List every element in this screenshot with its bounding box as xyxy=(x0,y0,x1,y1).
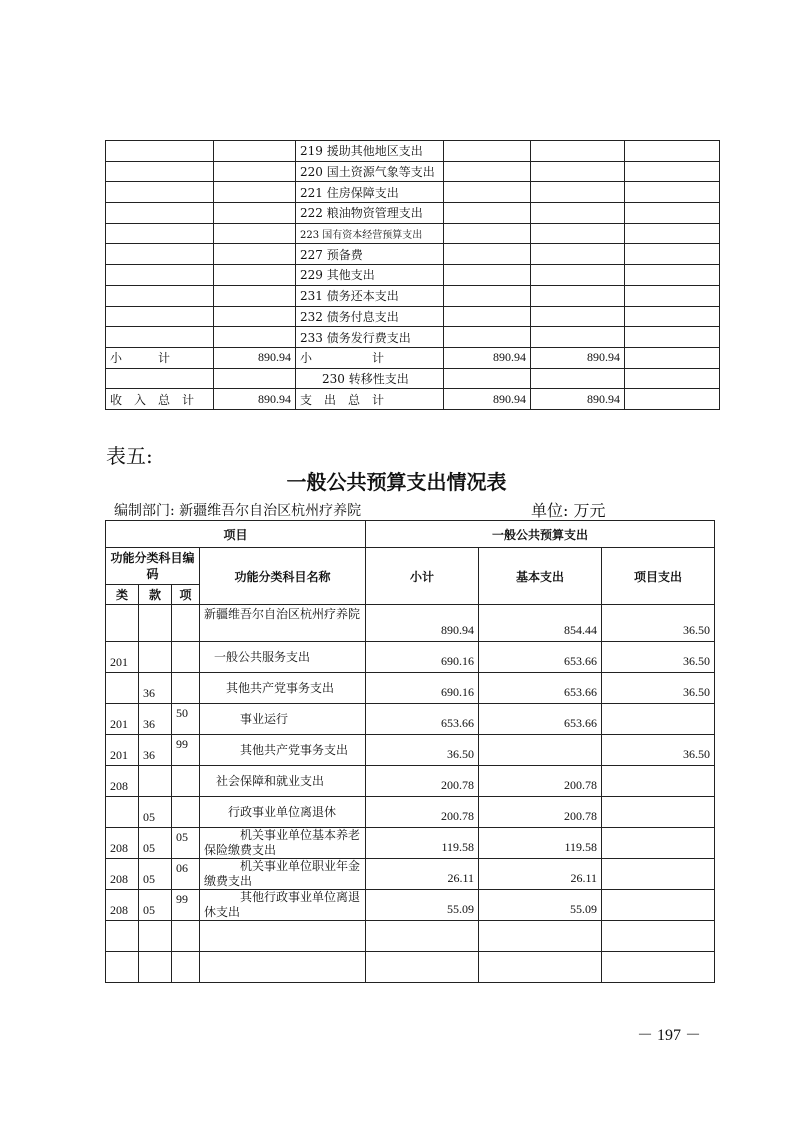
empty-cell xyxy=(602,921,715,952)
unit-label: 单位: 万元 xyxy=(531,501,606,520)
empty-cell xyxy=(214,306,296,327)
item-value xyxy=(602,704,715,735)
subtotal-value: 26.11 xyxy=(366,859,479,890)
empty-cell xyxy=(106,921,139,952)
expense-item-cell xyxy=(296,141,444,162)
empty-cell xyxy=(214,161,296,182)
code-kuan: 05 xyxy=(139,890,172,921)
empty-cell xyxy=(444,223,531,244)
code-kuan: 05 xyxy=(139,859,172,890)
empty-cell xyxy=(106,952,139,983)
subtotal-right-label: 小 计 xyxy=(296,347,444,368)
code-xiang: 06 xyxy=(172,859,200,890)
empty-cell xyxy=(625,161,720,182)
code-lei: 201 xyxy=(106,735,139,766)
expense-item-cell xyxy=(296,327,444,348)
expense-code: 222 xyxy=(300,206,323,221)
code-lei: 201 xyxy=(106,642,139,673)
transfer-code: 230 xyxy=(322,371,345,386)
code-kuan: 36 xyxy=(139,673,172,704)
subtotal-value: 200.78 xyxy=(366,766,479,797)
code-xiang: 50 xyxy=(172,704,200,735)
table-row xyxy=(106,859,715,890)
header-basic: 基本支出 xyxy=(479,548,602,605)
empty-cell xyxy=(625,182,720,203)
item-name: 机关事业单位职业年金缴费支出 xyxy=(200,859,366,890)
empty-cell xyxy=(625,306,720,327)
empty-cell xyxy=(172,921,200,952)
empty-cell xyxy=(625,141,720,162)
empty-cell xyxy=(106,306,214,327)
code-kuan: 36 xyxy=(139,704,172,735)
item-name: 行政事业单位离退休 xyxy=(200,797,366,828)
total-left-label: 收 入 总 计 xyxy=(106,389,214,410)
table-row xyxy=(106,306,720,327)
empty-cell xyxy=(625,368,720,389)
table-row xyxy=(106,673,715,704)
item-name: 其他行政事业单位离退休支出 xyxy=(200,890,366,921)
empty-cell xyxy=(106,161,214,182)
expense-code: 221 xyxy=(300,185,323,200)
page-title: 一般公共预算支出情况表 xyxy=(286,470,507,494)
item-name: 事业运行 xyxy=(200,704,366,735)
table-row xyxy=(106,766,715,797)
expense-code: 229 xyxy=(300,268,323,283)
expense-code: 220 xyxy=(300,165,323,180)
transfer-name: 转移性支出 xyxy=(348,371,409,386)
expense-item-cell xyxy=(296,285,444,306)
empty-cell xyxy=(625,265,720,286)
code-xiang xyxy=(172,673,200,704)
basic-value: 26.11 xyxy=(479,859,602,890)
empty-cell xyxy=(531,285,625,306)
empty-cell xyxy=(531,161,625,182)
empty-cell xyxy=(214,141,296,162)
header-xiang: 项 xyxy=(172,585,200,605)
empty-cell xyxy=(214,244,296,265)
subtotal-col6: 890.94 xyxy=(531,347,625,368)
table-row xyxy=(106,828,715,859)
table-row xyxy=(106,704,715,735)
total-col6: 890.94 xyxy=(531,389,625,410)
table-row xyxy=(106,605,715,642)
item-value xyxy=(602,828,715,859)
expense-item-cell xyxy=(296,161,444,182)
code-kuan: 05 xyxy=(139,797,172,828)
transfer-item-cell xyxy=(296,368,444,389)
transfer-row xyxy=(106,368,720,389)
empty-cell xyxy=(139,952,172,983)
code-lei: 201 xyxy=(106,704,139,735)
code-kuan xyxy=(139,766,172,797)
subtotal-value: 119.58 xyxy=(366,828,479,859)
empty-cell xyxy=(444,182,531,203)
code-xiang xyxy=(172,797,200,828)
empty-cell xyxy=(444,368,531,389)
item-value xyxy=(602,766,715,797)
empty-cell xyxy=(479,952,602,983)
header-kuan: 款 xyxy=(139,585,172,605)
empty-cell xyxy=(444,203,531,224)
expense-item-cell xyxy=(296,265,444,286)
empty-cell xyxy=(172,952,200,983)
empty-cell xyxy=(531,244,625,265)
empty-cell xyxy=(479,921,602,952)
header-budget: 一般公共预算支出 xyxy=(366,521,715,548)
subtotal-left-label: 小 计 xyxy=(106,347,214,368)
empty-cell xyxy=(625,203,720,224)
expense-code: 223 xyxy=(300,230,320,242)
basic-value: 653.66 xyxy=(479,704,602,735)
table-row xyxy=(106,265,720,286)
empty-cell xyxy=(531,203,625,224)
item-value xyxy=(602,859,715,890)
empty-cell xyxy=(200,952,366,983)
subtotal-left-value: 890.94 xyxy=(214,347,296,368)
empty-cell xyxy=(531,327,625,348)
header-project: 项目 xyxy=(106,521,366,548)
expense-name: 预备费 xyxy=(326,247,363,262)
empty-cell xyxy=(139,921,172,952)
basic-value: 653.66 xyxy=(479,642,602,673)
expense-name: 粮油物资管理支出 xyxy=(326,206,423,221)
item-name: 其他共产党事务支出 xyxy=(200,673,366,704)
subtotal-value: 55.09 xyxy=(366,890,479,921)
expense-name: 其他支出 xyxy=(326,268,375,283)
total-row xyxy=(106,389,720,410)
empty-cell xyxy=(444,161,531,182)
empty-cell xyxy=(214,265,296,286)
basic-value: 854.44 xyxy=(479,605,602,642)
header-item: 项目支出 xyxy=(602,548,715,605)
total-right-label: 支 出 总 计 xyxy=(296,389,444,410)
header-subtotal: 小计 xyxy=(366,548,479,605)
code-lei: 208 xyxy=(106,859,139,890)
empty-cell xyxy=(531,223,625,244)
expense-item-cell xyxy=(296,306,444,327)
item-name: 机关事业单位基本养老保险缴费支出 xyxy=(200,828,366,859)
total-col5: 890.94 xyxy=(444,389,531,410)
empty-cell xyxy=(444,265,531,286)
table-row xyxy=(106,285,720,306)
expense-item-cell xyxy=(296,244,444,265)
item-name: 社会保障和就业支出 xyxy=(200,766,366,797)
subtotal-value: 200.78 xyxy=(366,797,479,828)
table-row xyxy=(106,735,715,766)
empty-cell xyxy=(106,265,214,286)
empty-cell xyxy=(531,265,625,286)
expense-name: 债务付息支出 xyxy=(326,309,399,324)
page-number: － 197 － xyxy=(637,1027,702,1044)
table-row xyxy=(106,182,720,203)
basic-value xyxy=(479,735,602,766)
expense-name: 援助其他地区支出 xyxy=(326,144,423,159)
expense-name: 住房保障支出 xyxy=(326,185,399,200)
subtotal-value: 690.16 xyxy=(366,673,479,704)
empty-cell xyxy=(366,921,479,952)
expense-item-cell xyxy=(296,203,444,224)
expense-name: 国土资源气象等支出 xyxy=(326,165,435,180)
table-row xyxy=(106,327,720,348)
code-kuan xyxy=(139,642,172,673)
item-value: 36.50 xyxy=(602,642,715,673)
empty-cell xyxy=(531,368,625,389)
expense-code: 227 xyxy=(300,247,323,262)
table-row xyxy=(106,890,715,921)
item-name: 新疆维吾尔自治区杭州疗养院 xyxy=(200,605,366,642)
basic-value: 119.58 xyxy=(479,828,602,859)
code-kuan: 05 xyxy=(139,828,172,859)
expense-item-cell xyxy=(296,182,444,203)
basic-value: 55.09 xyxy=(479,890,602,921)
code-kuan xyxy=(139,605,172,642)
subtotal-value: 690.16 xyxy=(366,642,479,673)
basic-value: 653.66 xyxy=(479,673,602,704)
code-lei xyxy=(106,797,139,828)
empty-cell xyxy=(214,223,296,244)
table-row xyxy=(106,642,715,673)
basic-value: 200.78 xyxy=(479,766,602,797)
item-value xyxy=(602,890,715,921)
table-row xyxy=(106,244,720,265)
empty-cell xyxy=(106,244,214,265)
table-row xyxy=(106,797,715,828)
blank-row xyxy=(106,952,715,983)
item-name: 一般公共服务支出 xyxy=(200,642,366,673)
empty-cell xyxy=(214,182,296,203)
empty-cell xyxy=(106,327,214,348)
general-public-budget-table xyxy=(105,520,715,983)
empty-cell xyxy=(106,285,214,306)
item-value: 36.50 xyxy=(602,605,715,642)
empty-cell xyxy=(214,285,296,306)
expense-name: 国有资本经营预算支出 xyxy=(322,230,423,242)
expense-code: 233 xyxy=(300,330,323,345)
empty-cell xyxy=(106,368,214,389)
empty-cell xyxy=(625,327,720,348)
empty-cell xyxy=(625,244,720,265)
empty-cell xyxy=(106,223,214,244)
subtotal-col5: 890.94 xyxy=(444,347,531,368)
header-lei: 类 xyxy=(106,585,139,605)
empty-cell xyxy=(444,141,531,162)
empty-cell xyxy=(444,285,531,306)
empty-cell xyxy=(625,285,720,306)
code-lei: 208 xyxy=(106,890,139,921)
empty-cell xyxy=(625,223,720,244)
code-lei: 208 xyxy=(106,766,139,797)
expense-item-cell xyxy=(296,223,444,244)
header-code-group: 功能分类科目编码 xyxy=(106,548,200,585)
empty-cell xyxy=(444,244,531,265)
item-value: 36.50 xyxy=(602,673,715,704)
table-row xyxy=(106,161,720,182)
empty-cell xyxy=(214,327,296,348)
code-kuan: 36 xyxy=(139,735,172,766)
item-value xyxy=(602,797,715,828)
empty-cell xyxy=(602,952,715,983)
code-xiang: 99 xyxy=(172,735,200,766)
code-lei: 208 xyxy=(106,828,139,859)
header-name: 功能分类科目名称 xyxy=(200,548,366,605)
blank-row xyxy=(106,921,715,952)
subtotal-value: 890.94 xyxy=(366,605,479,642)
empty-cell xyxy=(106,203,214,224)
subtotal-value: 653.66 xyxy=(366,704,479,735)
empty-cell xyxy=(106,182,214,203)
empty-cell xyxy=(444,306,531,327)
expense-code: 231 xyxy=(300,289,323,304)
code-xiang: 05 xyxy=(172,828,200,859)
expense-name: 债务发行费支出 xyxy=(326,330,411,345)
empty-cell xyxy=(444,327,531,348)
code-xiang xyxy=(172,642,200,673)
table-row xyxy=(106,141,720,162)
code-xiang: 99 xyxy=(172,890,200,921)
expense-code: 219 xyxy=(300,144,323,159)
empty-cell xyxy=(200,921,366,952)
empty-cell xyxy=(366,952,479,983)
expense-name: 债务还本支出 xyxy=(326,289,399,304)
empty-cell xyxy=(625,389,720,410)
empty-cell xyxy=(214,203,296,224)
code-lei xyxy=(106,605,139,642)
code-xiang xyxy=(172,605,200,642)
code-xiang xyxy=(172,766,200,797)
table-row xyxy=(106,223,720,244)
table-row xyxy=(106,203,720,224)
empty-cell xyxy=(531,141,625,162)
income-expense-summary-table xyxy=(105,140,720,410)
subtotal-row xyxy=(106,347,720,368)
basic-value: 200.78 xyxy=(479,797,602,828)
total-left-value: 890.94 xyxy=(214,389,296,410)
department-label: 编制部门: 新疆维吾尔自治区杭州疗养院 xyxy=(114,503,362,519)
expense-code: 232 xyxy=(300,309,323,324)
code-lei xyxy=(106,673,139,704)
empty-cell xyxy=(531,182,625,203)
subtotal-value: 36.50 xyxy=(366,735,479,766)
empty-cell xyxy=(625,347,720,368)
empty-cell xyxy=(106,141,214,162)
empty-cell xyxy=(531,306,625,327)
item-value: 36.50 xyxy=(602,735,715,766)
section-heading: 表五: xyxy=(106,444,153,468)
empty-cell xyxy=(214,368,296,389)
item-name: 其他共产党事务支出 xyxy=(200,735,366,766)
